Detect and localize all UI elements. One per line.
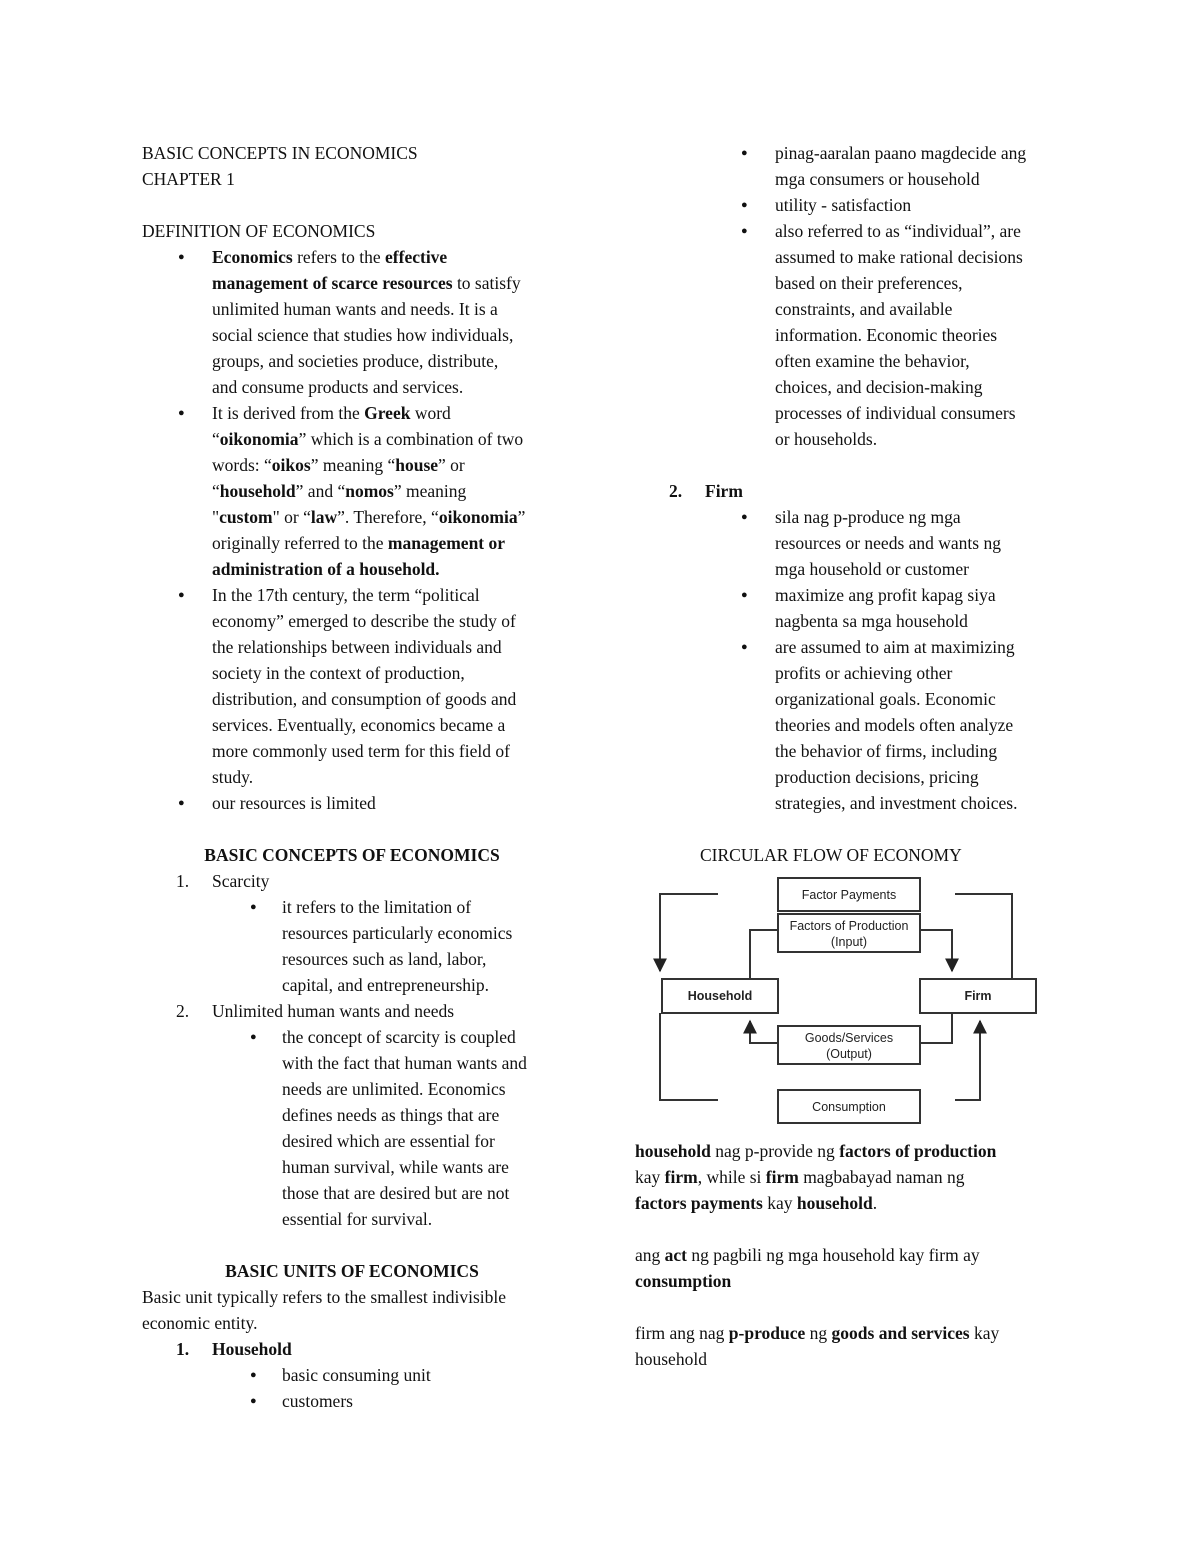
unit-household: 1. Household [176, 1339, 292, 1359]
circular-flow-title: CIRCULAR FLOW OF ECONOMY [700, 845, 962, 865]
household-bullet-5: ● also referred to as “individual”, are assumed to make rational decisions based on their preferences, constraints, and available information. Economic theories often examine the behavior, choices, and decision-making processes of individual consumers or households. [635, 218, 1065, 452]
left-column [142, 140, 582, 1414]
chapter-label: CHAPTER 1 [142, 169, 235, 189]
unit-firm: 2. Firm [669, 481, 743, 501]
goods-output-label: (Output) [826, 1047, 872, 1061]
consumption-label: Consumption [812, 1100, 886, 1114]
definition-heading: DEFINITION OF ECONOMICS [142, 221, 376, 241]
scarcity-bullet: ● it refers to the limitation of resources particularly economics resources such as land, labor, capital, and entrepreneurship. [142, 894, 582, 998]
household-bullet-2: ● customers [142, 1388, 582, 1414]
definition-bullet-3: ● In the 17th century, the term “political economy” emerged to describe the study of the relationships between individuals and society in the context of production, distribution, and consumption of goods and services. Eventually, economics became a more commonly used term for this field of study. [142, 582, 582, 790]
basic-concepts-heading: BASIC CONCEPTS OF ECONOMICS [204, 845, 500, 865]
circular-flow-diagram [630, 868, 1050, 1138]
factors-input-label: (Input) [830, 935, 868, 949]
household-bullet-3: ● pinag-aaralan paano magdecide ang mga consumers or household [635, 140, 1065, 192]
firm-bullet-1: ● sila nag p-produce ng mga resources or needs and wants ng mga household or customer [635, 504, 1065, 582]
firm-bullet-3: ● are assumed to aim at maximizing profits or achieving other organizational goals. Economic theories and models often analyze the behavior of firms, including production decisions, pricing strategies, and investment choices. [635, 634, 1065, 816]
basic-units-intro: Basic unit typically refers to the smallest indivisible economic entity. [142, 1287, 507, 1333]
household-bullet-4: ● utility - satisfaction [635, 192, 1065, 218]
unlimited-wants-bullet: ● the concept of scarcity is coupled with the fact that human wants and needs are unlimited. Economics defines needs as things that are desired which are essential for human survival, while wants are those that are desired but are not essential for survival. [142, 1024, 582, 1232]
circular-flow-paragraph-1: household nag p-provide ng factors of production kay firm, while si firm magbabayad naman ng factors payments kay household. [635, 1141, 997, 1213]
concept-unlimited-wants: 2. Unlimited human wants and needs [176, 1001, 455, 1021]
definition-bullet-1: ● Economics refers to the effective management of scarce resources to satisfy unlimited human wants and needs. It is a social science that studies how individuals, groups, and societies produce, distribute, and consume products and services. [142, 244, 582, 400]
document-title: BASIC CONCEPTS IN ECONOMICS [142, 143, 418, 163]
definition-bullet-4: ● our resources is limited [142, 790, 582, 816]
definition-bullet-2: ● It is derived from the Greek word “oikonomia” which is a combination of two words: “oikos” meaning “house” or “household” and “nomos” meaning "custom" or “law”. Therefore, “oikonomia” originally referred to the management or administration of a household. [142, 400, 582, 582]
factors-of-production-label: Factors of Production [789, 919, 909, 933]
right-column [635, 140, 1065, 1372]
firm-bullet-2: ● maximize ang profit kapag siya nagbenta sa mga household [635, 582, 1065, 634]
circular-flow-paragraph-3: firm ang nag p-produce ng goods and services kay household [635, 1323, 1000, 1369]
firm-label: Firm [964, 989, 992, 1003]
household-bullet-1: ● basic consuming unit [142, 1362, 582, 1388]
circular-flow-paragraph-2: ang act ng pagbili ng mga household kay firm ay consumption [635, 1245, 980, 1291]
factor-payments-label: Factor Payments [801, 888, 897, 902]
household-label: Household [687, 989, 753, 1003]
goods-services-label: Goods/Services [804, 1031, 894, 1045]
concept-scarcity: 1. Scarcity [176, 871, 270, 891]
basic-units-heading: BASIC UNITS OF ECONOMICS [225, 1261, 479, 1281]
